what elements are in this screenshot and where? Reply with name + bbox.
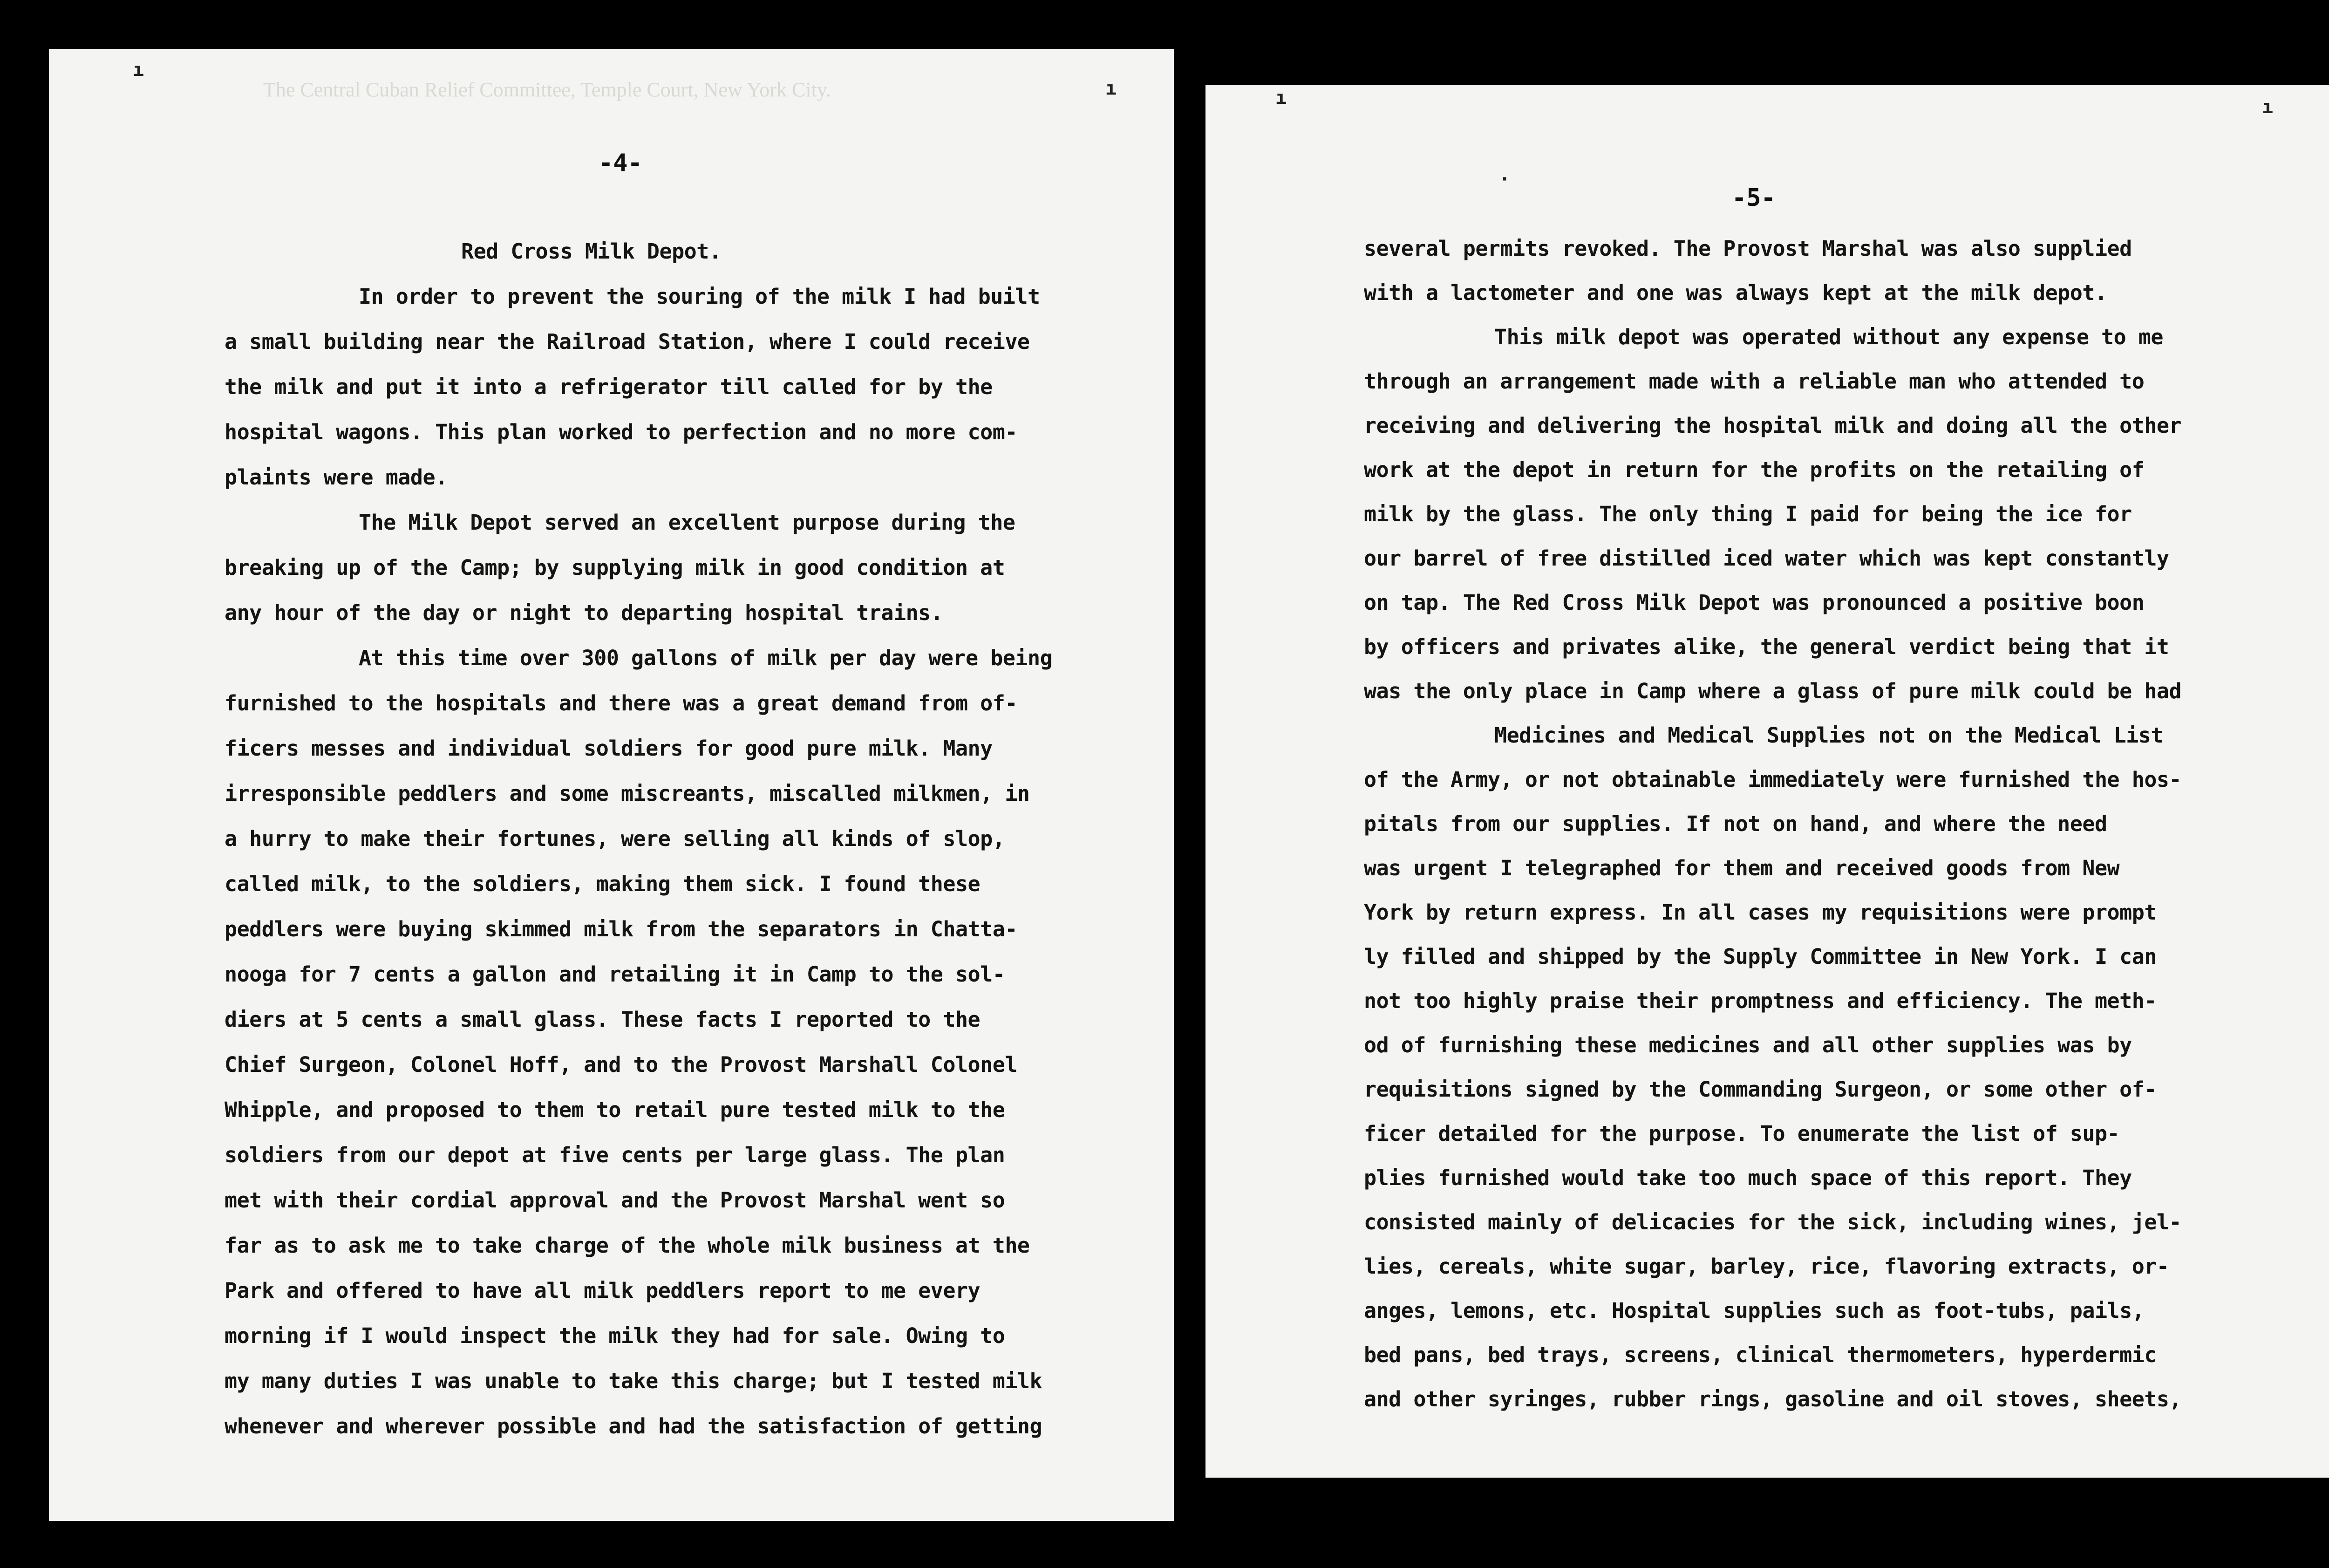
text-line: Whipple, and proposed to them to retail pure tested milk to the (225, 1098, 1005, 1122)
text-line: requisitions signed by the Commanding Surgeon, or some other of- (1364, 1077, 2157, 1102)
text-line: nooga for 7 cents a gallon and retailing it in Camp to the sol- (225, 962, 1005, 987)
text-line: At this time over 300 gallons of milk per day were being (359, 646, 1053, 670)
text-line: diers at 5 cents a small glass. These facts I reported to the (225, 1007, 981, 1032)
text-line: my many duties I was unable to take this charge; but I tested milk (225, 1369, 1042, 1393)
punch-mark-right: ı (1105, 78, 1117, 99)
text-line: through an arrangement made with a reliable man who attended to (1364, 369, 2145, 394)
text-line: a hurry to make their fortunes, were selling all kinds of slop, (225, 826, 1005, 851)
punch-mark-right: ı (2262, 96, 2274, 118)
text-line: anges, lemons, etc. Hospital supplies such as foot-tubs, pails, (1364, 1298, 2145, 1323)
text-line: hospital wagons. This plan worked to perfection and no more com- (225, 420, 1017, 444)
section-title: Red Cross Milk Depot. (461, 239, 722, 264)
text-line: furnished to the hospitals and there was a great demand from of- (225, 691, 1017, 716)
text-line: York by return express. In all cases my requisitions were prompt (1364, 900, 2157, 925)
text-line: ficer detailed for the purpose. To enumerate the list of sup- (1364, 1121, 2120, 1146)
text-line: plaints were made. (225, 465, 448, 490)
text-line: with a lactometer and one was always kept at the milk depot. (1364, 280, 2107, 305)
text-line: was the only place in Camp where a glass of pure milk could be had (1364, 679, 2182, 703)
text-line: a small building near the Railroad Station, where I could receive (225, 329, 1030, 354)
text-line: The Milk Depot served an excellent purpose during the (359, 510, 1015, 535)
text-line: by officers and privates alike, the general verdict being that it (1364, 634, 2169, 659)
text-line: work at the depot in return for the profits on the retailing of (1364, 457, 2145, 482)
text-line: soldiers from our depot at five cents per large glass. The plan (225, 1143, 1005, 1167)
page-number: -4- (599, 149, 642, 177)
text-line: irresponsible peddlers and some miscreants, miscalled milkmen, in (225, 781, 1030, 806)
text-line: called milk, to the soldiers, making them sick. I found these (225, 872, 981, 896)
punch-mark-left: ı (1275, 87, 1287, 109)
text-line: was urgent I telegraphed for them and received goods from New (1364, 856, 2120, 880)
text-line: breaking up of the Camp; by supplying milk in good condition at (225, 555, 1005, 580)
ink-speck: · (1499, 169, 1511, 190)
text-line: Medicines and Medical Supplies not on the Medical List (1494, 723, 2163, 748)
text-line: far as to ask me to take charge of the whole milk business at the (225, 1233, 1030, 1258)
text-line: ficers messes and individual soldiers for good pure milk. Many (225, 736, 993, 761)
text-line: lies, cereals, white sugar, barley, rice, flavoring extracts, or- (1364, 1254, 2169, 1279)
text-line: bed pans, bed trays, screens, clinical thermometers, hyperdermic (1364, 1343, 2157, 1367)
text-line: od of furnishing these medicines and all other supplies was by (1364, 1033, 2132, 1057)
text-line: peddlers were buying skimmed milk from the separators in Chatta- (225, 917, 1017, 941)
text-line: pitals from our supplies. If not on hand, and where the need (1364, 811, 2107, 836)
text-line: morning if I would inspect the milk they had for sale. Owing to (225, 1323, 1005, 1348)
text-line: ly filled and shipped by the Supply Committee in New York. I can (1364, 944, 2157, 969)
text-line: plies furnished would take too much space of this report. They (1364, 1166, 2132, 1190)
text-line: In order to prevent the souring of the milk I had built (359, 284, 1040, 309)
text-line: This milk depot was operated without any expense to me (1494, 325, 2163, 349)
text-line: Chief Surgeon, Colonel Hoff, and to the Provost Marshall Colonel (225, 1052, 1017, 1077)
right-page (1205, 85, 2329, 1478)
text-line: several permits revoked. The Provost Marshal was also supplied (1364, 236, 2132, 261)
text-line: receiving and delivering the hospital milk and doing all the other (1364, 413, 2182, 438)
text-line: milk by the glass. The only thing I paid for being the ice for (1364, 502, 2132, 526)
left-page (49, 49, 1174, 1521)
text-line: not too highly praise their promptness and efficiency. The meth- (1364, 989, 2157, 1013)
text-line: whenever and wherever possible and had the satisfaction of getting (225, 1414, 1042, 1438)
text-line: the milk and put it into a refrigerator till called for by the (225, 375, 993, 399)
text-line: on tap. The Red Cross Milk Depot was pronounced a positive boon (1364, 590, 2145, 615)
text-line: any hour of the day or night to departing hospital trains. (225, 600, 943, 625)
text-line: and other syringes, rubber rings, gasoline and oil stoves, sheets, (1364, 1387, 2182, 1411)
faint-letterhead: The Central Cuban Relief Committee, Temple Court, New York City. (263, 78, 831, 101)
text-line: Park and offered to have all milk peddlers report to me every (225, 1278, 981, 1303)
text-line: our barrel of free distilled iced water which was kept constantly (1364, 546, 2169, 571)
text-line: consisted mainly of delicacies for the sick, including wines, jel- (1364, 1210, 2182, 1234)
punch-mark-left: ı (133, 59, 144, 81)
text-line: met with their cordial approval and the Provost Marshal went so (225, 1188, 1005, 1213)
page-number: -5- (1732, 184, 1776, 212)
text-line: of the Army, or not obtainable immediately were furnished the hos- (1364, 767, 2182, 792)
